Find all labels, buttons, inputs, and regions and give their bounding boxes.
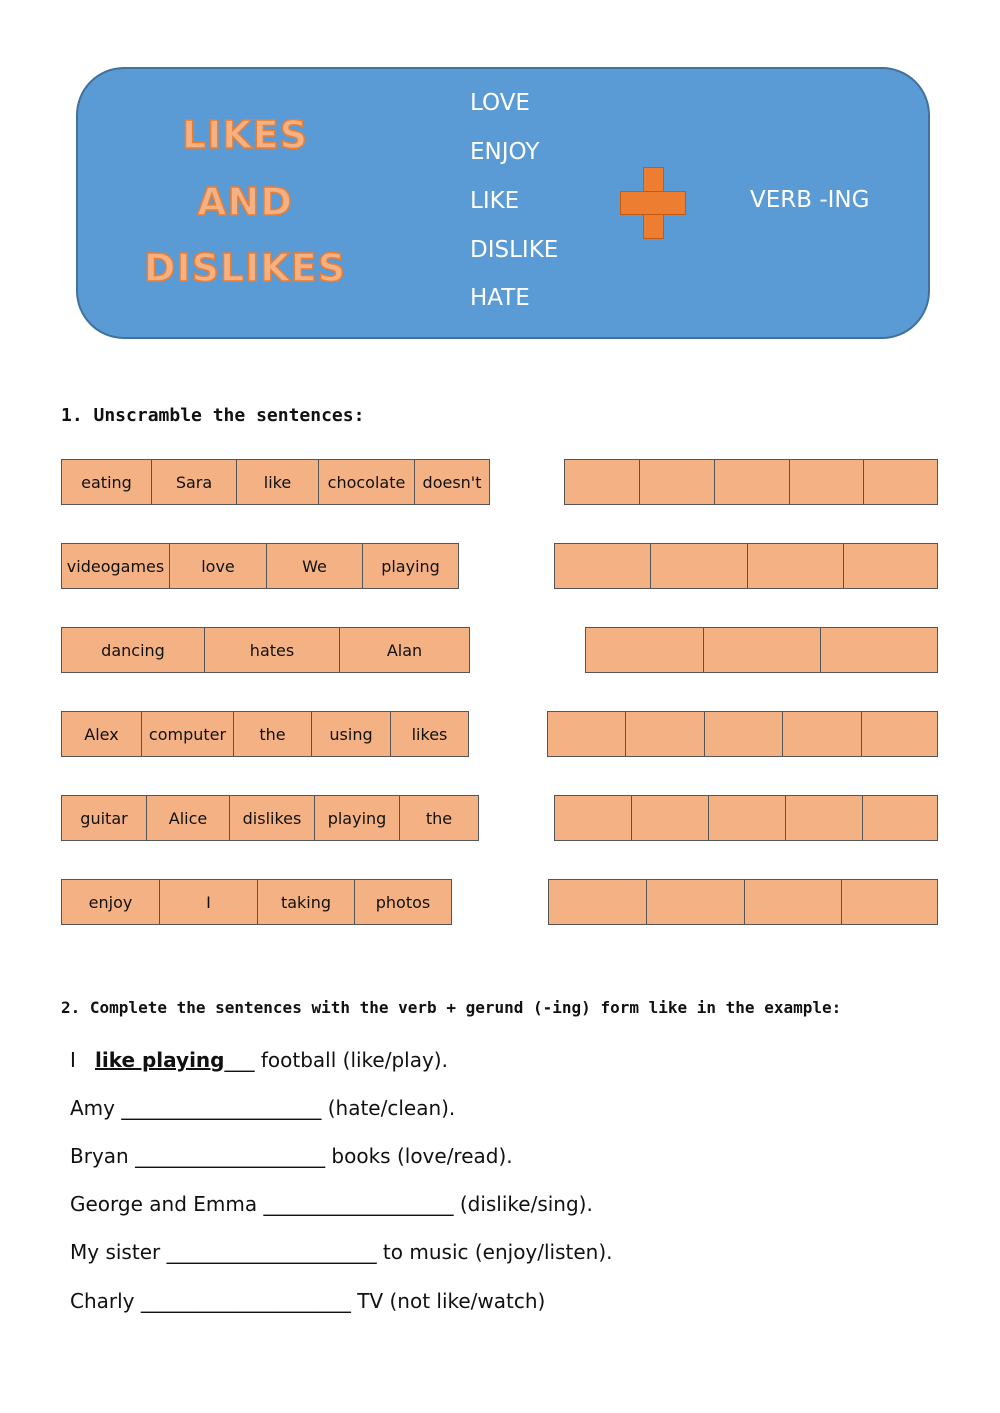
answer-box[interactable] [862,712,937,756]
scrambled-row-1 [61,459,490,505]
answer-box[interactable] [783,712,862,756]
example-rest: football (like/play). [260,1048,448,1072]
answer-box[interactable] [586,628,704,672]
answer-box[interactable] [640,460,715,504]
word-tile[interactable]: the [425,808,453,828]
answer-box[interactable] [555,544,651,588]
word-tile[interactable]: enjoy [62,880,160,924]
scrambled-row-6 [61,879,452,925]
scrambled-row-5 [61,795,479,841]
word-tile[interactable]: computer [142,712,234,756]
word-tile[interactable]: guitar [62,796,147,840]
answer-box[interactable] [626,712,705,756]
verb-love: LOVE [470,90,530,116]
word-tile[interactable]: likes [411,724,448,744]
word-tile[interactable]: doesn't [422,472,482,492]
answer-box[interactable] [745,880,842,924]
sentence-charly[interactable]: Charly _____________________ TV (not like/watch) [70,1289,546,1313]
answer-row-2 [554,543,938,589]
word-tile[interactable]: Alex [62,712,142,756]
scrambled-row-2 [61,543,459,589]
answer-box[interactable] [705,712,783,756]
word-tile[interactable]: playing [381,556,440,576]
plus-icon-center [644,192,663,214]
answer-box[interactable] [864,460,937,504]
verb-dislike: DISLIKE [470,237,559,263]
sentence-george-emma[interactable]: George and Emma ___________________ (dislike/sing). [70,1192,593,1216]
word-tile[interactable]: videogames [62,544,170,588]
verb-enjoy: ENJOY [470,139,540,165]
verb-hate: HATE [470,285,530,311]
answer-box[interactable] [565,460,640,504]
answer-row-4 [547,711,938,757]
answer-box[interactable] [632,796,709,840]
word-tile[interactable]: the [234,712,312,756]
answer-box[interactable] [821,628,937,672]
scrambled-row-4 [61,711,469,757]
result-verb-ing: VERB -ING [750,187,870,213]
word-tile[interactable]: like [237,460,319,504]
answer-box[interactable] [786,796,863,840]
example-sentence [70,1048,448,1072]
answer-box[interactable] [548,712,626,756]
example-answer: like playing [94,1048,225,1072]
word-tile[interactable]: taking [258,880,355,924]
example-trailing-blank: ___ [224,1048,255,1072]
verb-like: LIKE [470,188,520,214]
word-tile[interactable]: playing [315,796,400,840]
answer-box[interactable] [715,460,790,504]
word-tile[interactable]: dancing [62,628,205,672]
exercise-2-heading: 2. Complete the sentences with the verb + gerund (-ing) form like in the example: [61,998,842,1017]
answer-box[interactable] [651,544,748,588]
word-tile[interactable]: hates [205,628,340,672]
word-tile[interactable]: Alice [147,796,230,840]
word-tile[interactable]: Alan [386,640,423,660]
word-tile[interactable]: dislikes [230,796,315,840]
word-tile[interactable]: We [267,544,363,588]
banner-title-line-1: LIKES [181,113,309,157]
exercise-1-heading: 1. Unscramble the sentences: [61,405,365,426]
answer-box[interactable] [844,544,937,588]
sentence-bryan[interactable]: Bryan ___________________ books (love/read). [70,1144,513,1168]
answer-box[interactable] [647,880,745,924]
sentence-my-sister[interactable]: My sister _____________________ to music (enjoy/listen). [70,1240,613,1264]
word-tile[interactable]: Sara [152,460,237,504]
word-tile[interactable]: photos [375,892,431,912]
answer-box[interactable] [704,628,821,672]
answer-row-5 [554,795,938,841]
word-tile[interactable]: chocolate [319,460,415,504]
answer-box[interactable] [842,880,937,924]
banner-title-line-3: DISLIKES [143,246,347,290]
answer-row-6 [548,879,938,925]
sentence-amy[interactable]: Amy ____________________ (hate/clean). [70,1096,456,1120]
example-subject: I [70,1048,76,1072]
answer-box[interactable] [549,880,647,924]
scrambled-row-3 [61,627,470,673]
answer-box[interactable] [748,544,844,588]
word-tile[interactable]: using [312,712,391,756]
answer-row-1 [564,459,938,505]
answer-box[interactable] [790,460,864,504]
word-tile[interactable]: eating [62,460,152,504]
word-tile[interactable]: love [170,544,267,588]
answer-box[interactable] [863,796,937,840]
answer-row-3 [585,627,938,673]
word-tile[interactable]: I [160,880,258,924]
banner-title-line-2: AND [197,180,293,224]
answer-box[interactable] [709,796,786,840]
answer-box[interactable] [555,796,632,840]
